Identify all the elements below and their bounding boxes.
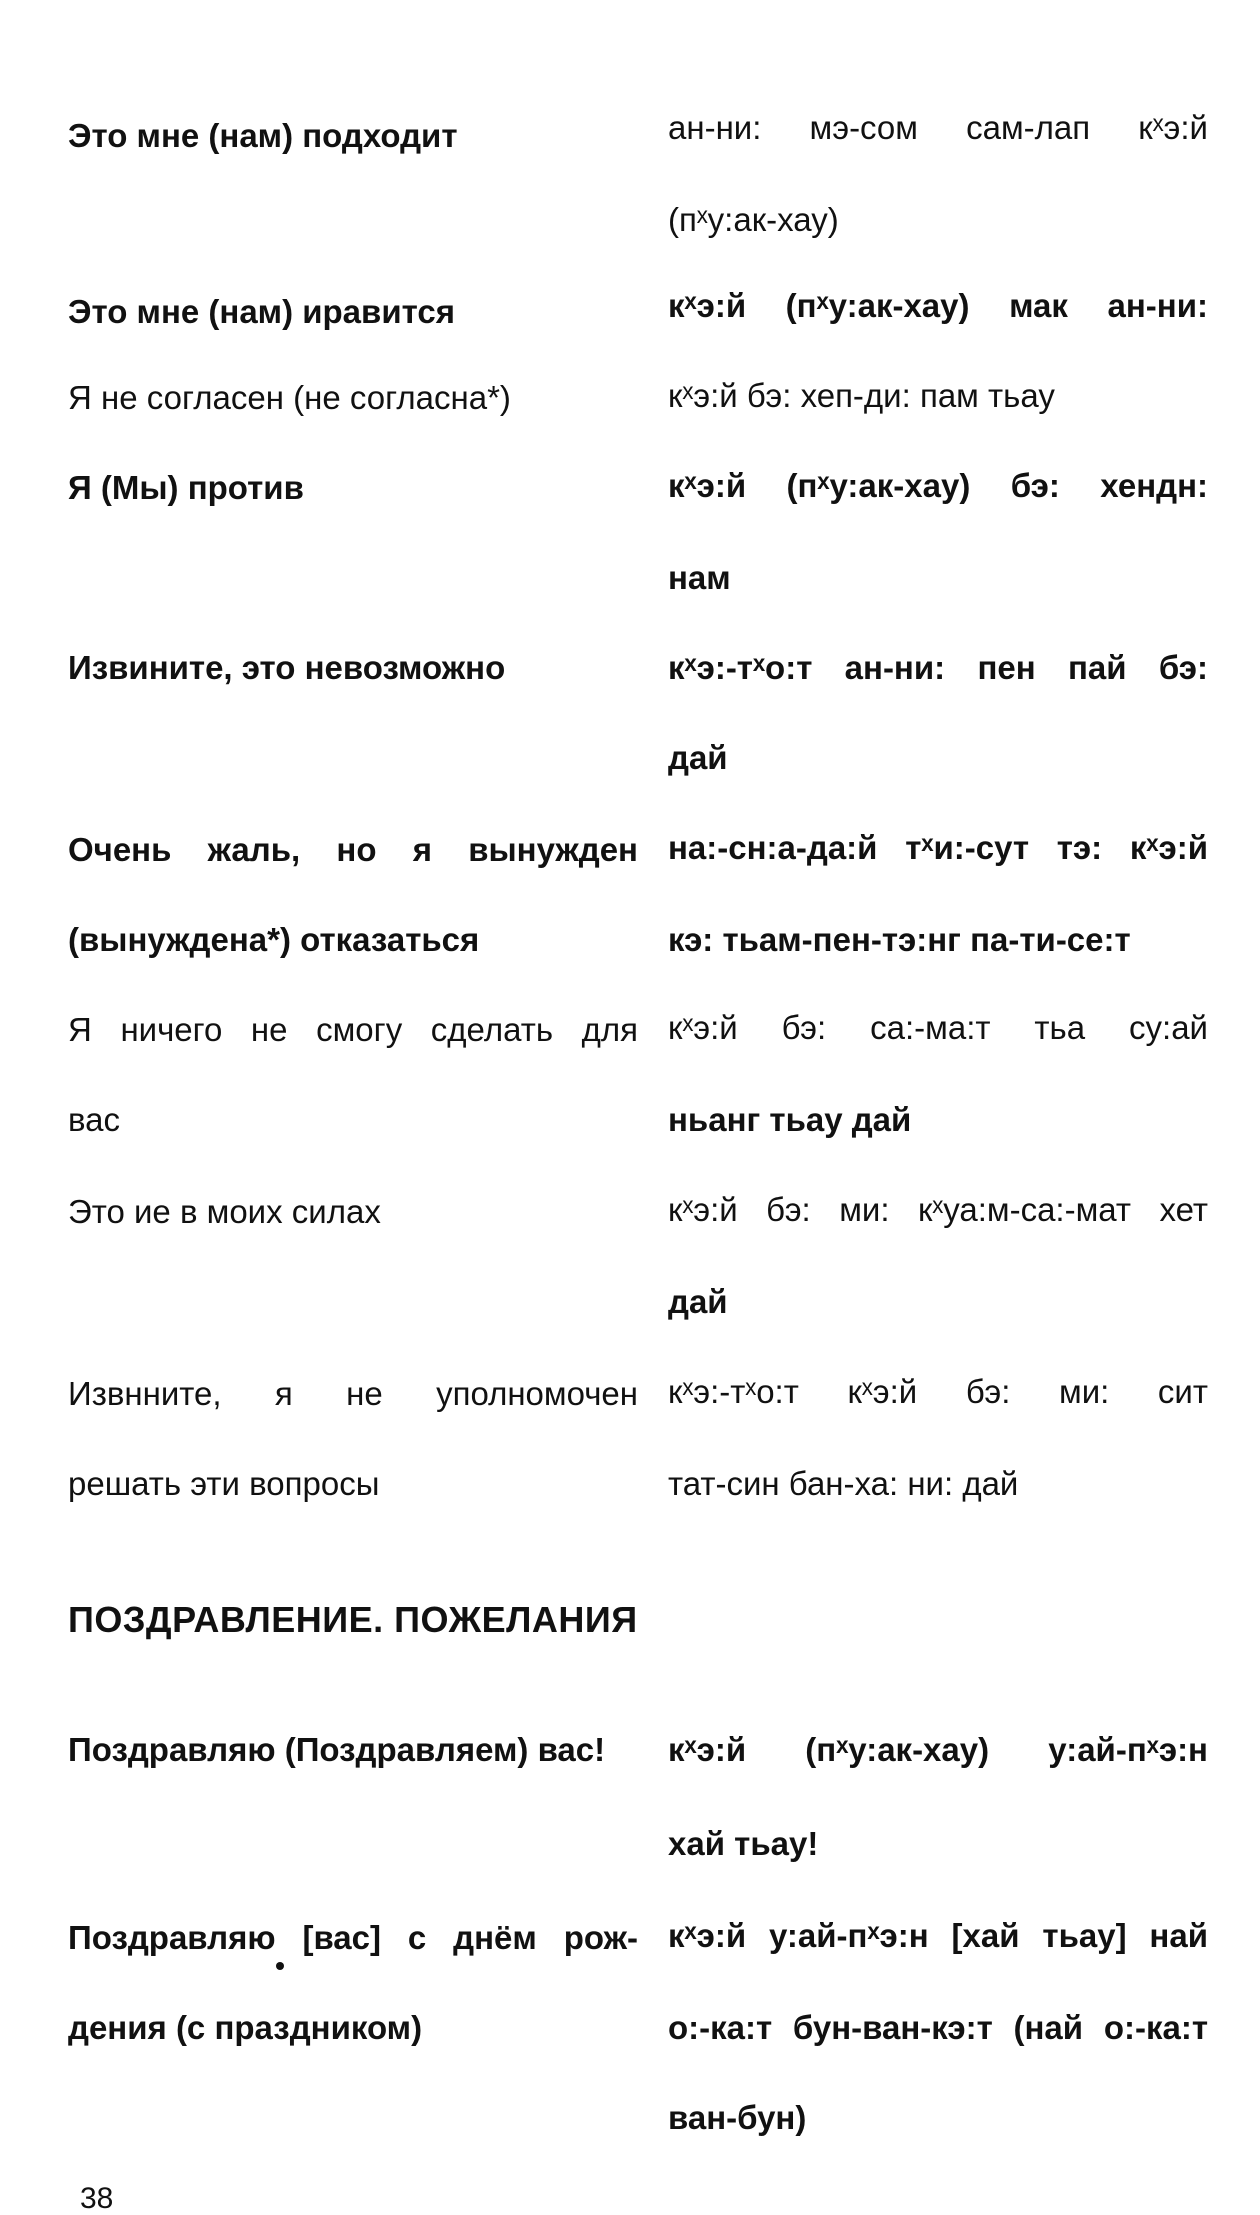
- russian-phrase: (вынуждена*) отказаться: [68, 921, 480, 958]
- thai-transliteration: дай: [668, 1283, 728, 1320]
- russian-phrase: Поздравляю [вас] с днём рож-: [68, 1919, 638, 1956]
- thai-transliteration: кˣэ:й (пˣу:ак-хау) у:ай-пˣэ:н: [668, 1731, 1208, 1768]
- russian-phrase: решать эти вопросы: [68, 1465, 380, 1502]
- page-number: 38: [80, 2182, 114, 2215]
- asterisk-mark: [276, 1962, 284, 1970]
- russian-phrase: Это ие в моих силах: [68, 1193, 381, 1230]
- thai-transliteration: о:-ка:т бун-ван-кэ:т (най о:-ка:т: [668, 2009, 1208, 2046]
- russian-phrase: Очень жаль, но я вынужден: [68, 831, 638, 868]
- section-heading: ПОЗДРАВЛЕНИЕ. ПОЖЕЛАНИЯ: [68, 1599, 638, 1640]
- russian-phrase: Поздравляю (Поздравляем) вас!: [68, 1731, 606, 1768]
- thai-transliteration: кэ: тьам-пен-тэ:нг па-ти-се:т: [668, 921, 1131, 958]
- russian-phrase: Это мне (нам) подходит: [68, 117, 458, 154]
- thai-transliteration: кˣэ:-тˣо:т ан-ни: пен пай бэ:: [668, 649, 1208, 686]
- russian-phrase: дения (с праздником): [68, 2009, 423, 2046]
- thai-transliteration: ньанг тьау дай: [668, 1101, 912, 1138]
- russian-phrase: вас: [68, 1101, 121, 1138]
- thai-transliteration: тат-син бан-ха: ни: дай: [668, 1465, 1019, 1502]
- thai-transliteration: ан-ни: мэ-сом сам-лап кˣэ:й: [668, 109, 1208, 146]
- thai-transliteration: кˣэ:й у:ай-пˣэ:н [хай тьау] най: [668, 1917, 1208, 1954]
- russian-phrase: Извнните, я не уполномочен: [68, 1375, 638, 1412]
- thai-transliteration: хай тьау!: [668, 1825, 819, 1862]
- thai-transliteration: нам: [668, 559, 731, 596]
- thai-transliteration: (пˣу:ак-хау): [668, 201, 839, 238]
- thai-transliteration: кˣэ:й (пˣу:ак-хау) мак ан-ни:: [668, 287, 1208, 324]
- thai-transliteration: кˣэ:й бэ: хеп-ди: пам тьау: [668, 377, 1055, 414]
- russian-phrase: Извините, это невозможно: [68, 649, 506, 686]
- thai-transliteration: на:-сн:а-да:й тˣи:-сут тэ: кˣэ:й: [668, 829, 1208, 866]
- thai-transliteration: кˣэ:-тˣо:т кˣэ:й бэ: ми: сит: [668, 1373, 1208, 1410]
- thai-transliteration: кˣэ:й бэ: ми: кˣуа:м-са:-мат хет: [668, 1191, 1208, 1228]
- thai-transliteration: дай: [668, 739, 728, 776]
- thai-transliteration: кˣэ:й бэ: са:-ма:т тьа су:ай: [668, 1009, 1208, 1046]
- russian-phrase: Это мне (нам) иравится: [68, 293, 455, 330]
- thai-transliteration: кˣэ:й (пˣу:ак-хау) бэ: хендн:: [668, 467, 1208, 504]
- thai-transliteration: ван-бун): [668, 2099, 807, 2136]
- russian-phrase: Я (Мы) против: [68, 469, 304, 506]
- russian-phrase: Я ничего не смогу сделать для: [68, 1011, 638, 1048]
- russian-phrase: Я не согласен (не согласна*): [68, 379, 511, 416]
